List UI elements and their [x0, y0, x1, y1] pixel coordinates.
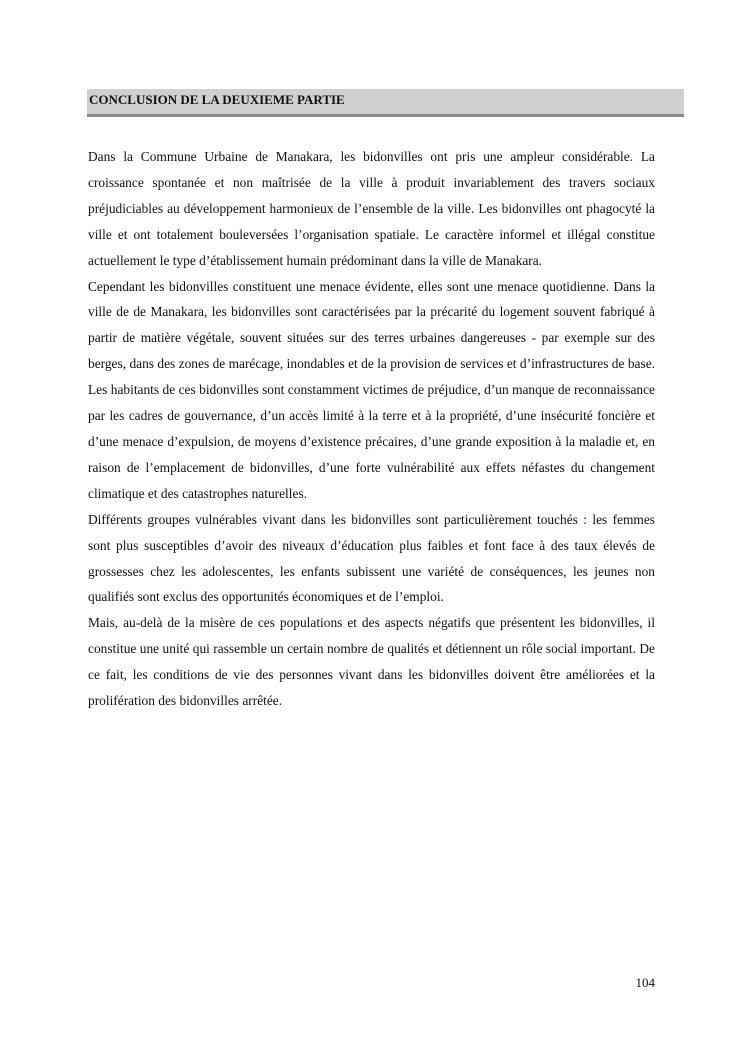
- paragraph-threats: Cependant les bidonvilles constituent une menace évidente, elles sont une menace quotidienne. Dans la ville de de Manakara, les bidonvilles sont caractérisées par la précarité du logement souvent fabriqué à partir de matière végétale, souvent situées sur des terres urbaines dangereuses - par exemple sur des berges, dans des zones de marécage, inondables et de la provision de services et d’infrastructures de base. Les habitants de ces bidonvilles sont constamment victimes de préjudice, d’un manque de reconnaissance par les cadres de gouvernance, d’un accès limité à la terre et à la propriété, d’une insécurité foncière et d’une menace d’expulsion, de moyens d’existence précaires, d’une grande exposition à la maladie et, en raison de l’emplacement de bidonvilles, d’une forte vulnérabilité aux effets néfastes du changement climatique et des catastrophes naturelles.: [88, 278, 655, 501]
- page-number: 104: [635, 975, 655, 990]
- paragraph-intro: Dans la Commune Urbaine de Manakara, les bidonvilles ont pris une ampleur considérable. La croissance spontanée et non maîtrisée de la ville à produit invariablement des travers sociaux préjudiciables au développement harmonieux de l’ensemble de la ville. Les bidonvilles ont phagocyté la ville et ont totalement bouleversées l’organisation spatiale. Le caractère informel et illégal constitue actuellement le type d’établissement humain prédominant dans la ville de Manakara.: [88, 149, 655, 268]
- section-heading: CONCLUSION DE LA DEUXIEME PARTIE: [87, 89, 684, 117]
- paragraph-vulnerable-groups: Différents groupes vulnérables vivant dans les bidonvilles sont particulièrement touchés : les femmes sont plus susceptibles d’avoir des niveaux d’éducation plus faibles et font face à des taux élevés de grossesses chez les adolescentes, les enfants subissent une variété de conséquences, les jeunes non qualifiés sont exclus des opportunités économiques et de l’emploi.: [88, 511, 655, 605]
- paragraph-closing: Mais, au-delà de la misère de ces populations et des aspects négatifs que présentent les bidonvilles, il constitue une unité qui rassemble un certain nombre de qualités et détiennent un rôle social important. De ce fait, les conditions de vie des personnes vivant dans les bidonvilles doivent être améliorées et la prolifération des bidonvilles arrêtée.: [88, 615, 655, 709]
- body-text: [88, 144, 655, 714]
